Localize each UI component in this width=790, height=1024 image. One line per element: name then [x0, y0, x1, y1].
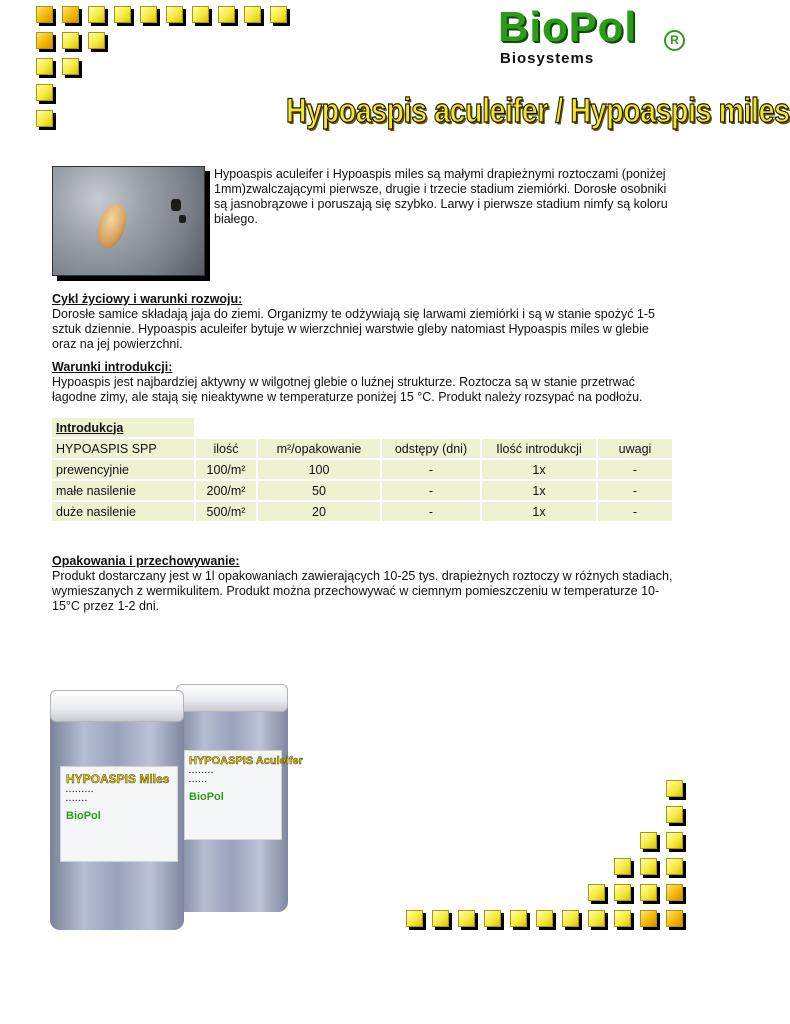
table-cell: 20 — [258, 502, 380, 521]
table-cell: - — [598, 481, 672, 500]
decorative-square — [406, 910, 423, 927]
decorative-square — [166, 6, 183, 23]
jar-label-logo: BioPol — [66, 810, 101, 822]
decorative-square — [270, 6, 287, 23]
table-header-cell: uwagi — [598, 439, 672, 458]
decorative-square — [432, 910, 449, 927]
jar-label: HYPOASPIS Miles ▪ ▪ ▪ ▪ ▪ ▪ ▪ ▪ ▪ ▪ ▪ ▪ ▪ ▪ ▪ ▪ BioPol — [60, 766, 178, 862]
decorative-square — [562, 910, 579, 927]
decorative-square — [666, 884, 683, 901]
decorative-square — [458, 910, 475, 927]
decorative-square — [666, 910, 683, 927]
decorative-square — [614, 884, 631, 901]
decorative-square — [640, 832, 657, 849]
biopol-logo — [498, 4, 688, 68]
table-cell: - — [598, 460, 672, 479]
logo-wordmark: BioPol — [498, 3, 637, 50]
decorative-square — [62, 58, 79, 75]
conditions-text: Hypoaspis jest najbardziej aktywny w wilgotnej glebie o luźnej strukturze. Roztocza są w stanie przetrwać łagodne zimy, ale stają się nieaktywne w temperaturze poniżej 15 °C. Produkt należy rozsypać na podłożu. — [52, 375, 643, 404]
table-cell: - — [382, 502, 480, 521]
conditions-heading: Warunki introdukcji: — [52, 360, 173, 374]
soil-particle — [179, 215, 186, 223]
decorative-square — [140, 6, 157, 23]
decorative-square — [640, 884, 657, 901]
table-header-cell: odstępy (dni) — [382, 439, 480, 458]
decorative-square — [218, 6, 235, 23]
lifecycle-section — [52, 292, 674, 352]
storage-text: Produkt dostarczany jest w 1l opakowaniach zawierających 10-25 tys. drapieżnych roztoczy w różnych stadiach, wymieszanych z wermikulitem. Produkt można przechowywać w ciemnym pomieszczeniu w temperaturze 10-15°C przez 1-2 dni. — [52, 569, 673, 613]
decorative-square — [62, 6, 79, 23]
table-cell: prewencyjnie — [52, 460, 194, 479]
table-cell: 1x — [482, 481, 596, 500]
table-header-cell: ilość — [196, 439, 256, 458]
decorative-square — [588, 884, 605, 901]
decorative-square — [36, 110, 53, 127]
table-row — [52, 481, 672, 500]
jar-label: HYPOASPIS Aculeifer ▪ ▪ ▪ ▪ ▪ ▪ ▪ ▪ ▪ ▪ ▪ ▪ ▪ ▪ BioPol — [184, 750, 282, 840]
decorative-square — [666, 858, 683, 875]
jar-label-title: HYPOASPIS Miles — [66, 772, 170, 786]
table-row — [52, 460, 672, 479]
intro-paragraph: Hypoaspis aculeifer i Hypoaspis miles są małymi drapieżnymi roztoczami (poniżej 1mm)zwalczającymi pierwsze, drugie i trzecie stadium ziemiórki. Dorosłe osobniki są jasnobrązowe i poruszają się szybko. Larwy i pierwsze stadium nimfy są koloru białego. — [214, 167, 668, 226]
jar-label-logo: BioPol — [189, 791, 224, 803]
jar-lid — [176, 684, 288, 712]
decorative-square — [536, 910, 553, 927]
table-cell: 200/m² — [196, 481, 256, 500]
table-cell: - — [382, 460, 480, 479]
decorative-square — [614, 910, 631, 927]
decorative-square — [192, 6, 209, 23]
table-cell: małe nasilenie — [52, 481, 194, 500]
logo-subtitle: Biosystems — [500, 50, 595, 67]
storage-section — [52, 554, 674, 614]
table-section-label: Introdukcja — [52, 418, 194, 437]
decorative-square — [88, 32, 105, 49]
product-jar-aculeifer — [176, 684, 303, 912]
decorative-square — [640, 858, 657, 875]
decorative-square — [614, 858, 631, 875]
table-cell: 500/m² — [196, 502, 256, 521]
product-jar-miles — [50, 690, 184, 930]
jar-lid — [50, 690, 184, 722]
soil-particle — [171, 199, 181, 211]
decorative-square — [666, 832, 683, 849]
lifecycle-heading: Cykl życiowy i warunki rozwoju: — [52, 292, 243, 306]
decorative-square — [62, 32, 79, 49]
decorative-square — [36, 84, 53, 101]
decorative-square — [36, 32, 53, 49]
lifecycle-text: Dorosłe samice składają jaja do ziemi. Organizmy te odżywiają się larwami ziemiórki i są w stanie spożyć 1-5 sztuk dziennie. Hypoaspis aculeifer bytuje w wierzchniej warstwie gleby natomiast Hypoaspis miles w glebie oraz na jej powierzchni. — [52, 307, 655, 351]
conditions-section — [52, 360, 674, 405]
table-cell: 50 — [258, 481, 380, 500]
jar-label-title: HYPOASPIS Aculeifer — [189, 755, 303, 767]
decorative-square — [510, 910, 527, 927]
table-cell: - — [382, 481, 480, 500]
mite-photo — [52, 166, 205, 276]
table-cell: 100/m² — [196, 460, 256, 479]
table-row — [52, 502, 672, 521]
decorative-square — [666, 780, 683, 797]
decorative-square — [36, 58, 53, 75]
table-cell: duże nasilenie — [52, 502, 194, 521]
decorative-square — [36, 6, 53, 23]
decorative-square — [484, 910, 501, 927]
decorative-square — [244, 6, 261, 23]
decorative-square — [114, 6, 131, 23]
table-cell: 100 — [258, 460, 380, 479]
table-cell: - — [598, 502, 672, 521]
introduction-table — [50, 416, 674, 523]
table-header-cell: Ilość introdukcji — [482, 439, 596, 458]
table-header-cell: m²/opakowanie — [258, 439, 380, 458]
table-section-row — [52, 418, 672, 437]
storage-heading: Opakowania i przechowywanie: — [52, 554, 240, 568]
decorative-square — [640, 910, 657, 927]
mite-icon — [93, 200, 132, 252]
decorative-square — [588, 910, 605, 927]
decorative-square — [88, 6, 105, 23]
table-cell: 1x — [482, 460, 596, 479]
decorative-square — [666, 806, 683, 823]
registered-mark: R — [664, 30, 685, 51]
page-title: Hypoaspis aculeifer / Hypoaspis miles — [286, 92, 790, 130]
table-header-row — [52, 439, 672, 458]
table-header-cell: HYPOASPIS SPP — [52, 439, 194, 458]
table-cell: 1x — [482, 502, 596, 521]
